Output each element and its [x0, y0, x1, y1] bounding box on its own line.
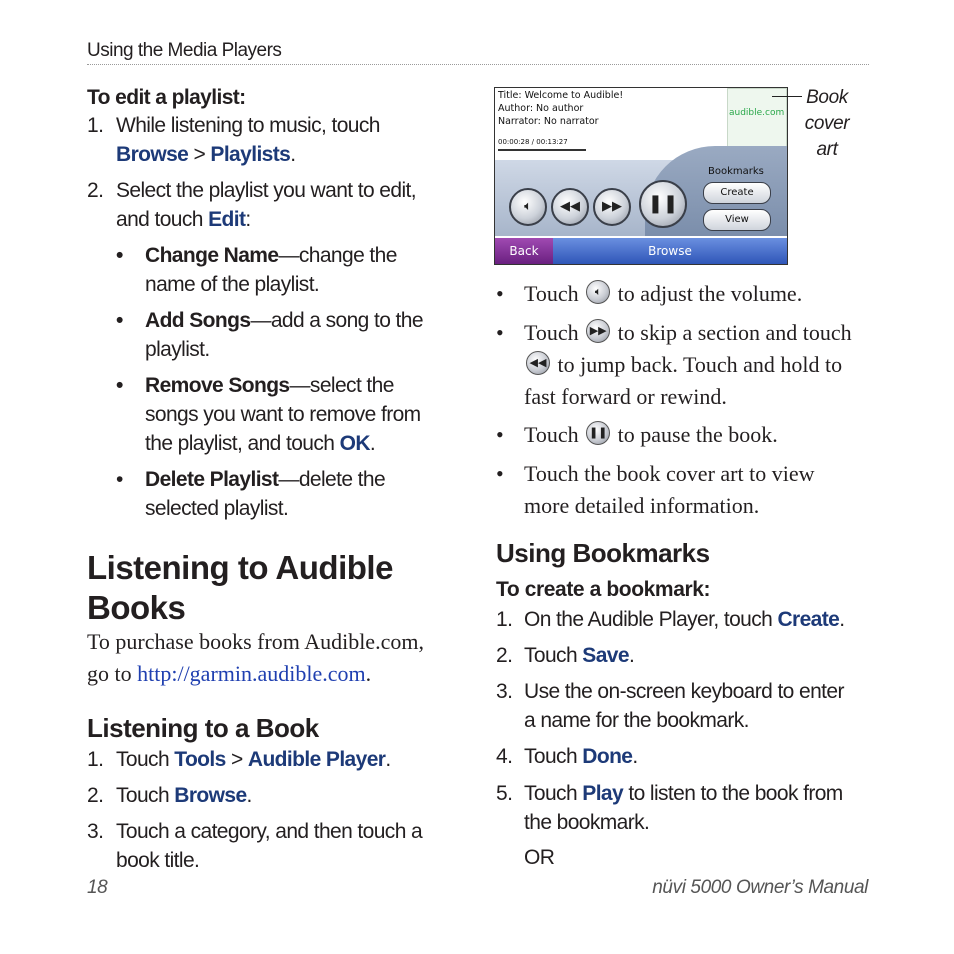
done-keyword: Done — [582, 745, 633, 768]
progress-track — [498, 149, 586, 151]
fast-forward-icon: ▶▶ — [602, 199, 622, 214]
save-keyword: Save — [582, 644, 629, 667]
step-number: 1. — [496, 608, 513, 631]
step-text: Touch — [524, 644, 583, 667]
option-text: songs you want to remove from — [145, 403, 421, 426]
rewind-button[interactable] — [551, 188, 589, 226]
step-number: 2. — [496, 644, 513, 667]
book-step-3 — [116, 817, 456, 875]
playlists-keyword: Playlists — [210, 143, 291, 166]
bookmarks-label: Bookmarks — [708, 166, 764, 177]
bullet: • — [496, 422, 504, 447]
step-text: While listening to music, touch — [116, 114, 380, 137]
play-keyword: Play — [582, 782, 624, 805]
skip-bullet — [524, 317, 864, 413]
step-text: Select the playlist you want to edit, — [116, 179, 416, 202]
listening-to-book-heading: Listening to a Book — [87, 713, 319, 743]
pause-bullet — [524, 419, 778, 451]
option-text: the playlist, and touch — [145, 432, 340, 455]
step-text: Touch — [116, 748, 175, 771]
option-text: —add a song to the — [250, 309, 423, 332]
bullet-text: to adjust the volume. — [617, 281, 803, 306]
step-text: and touch — [116, 208, 209, 231]
back-button[interactable]: Back — [495, 238, 553, 264]
step-text: Use the on-screen keyboard to enter — [524, 680, 844, 703]
cover-label: audible.com — [729, 108, 785, 118]
option-title: Delete Playlist — [145, 468, 279, 491]
bookmark-step-3 — [524, 677, 869, 735]
cover-art-bullet — [524, 458, 864, 522]
separator: > — [225, 748, 248, 771]
bullet: • — [496, 281, 504, 306]
bookmark-step-1: On the Audible Player, touch Create. — [524, 608, 845, 631]
fast-forward-button[interactable] — [593, 188, 631, 226]
audible-player-screenshot — [494, 87, 788, 265]
page-number: 18 — [87, 877, 108, 898]
create-bookmark-heading: To create a bookmark: — [496, 578, 711, 601]
rewind-icon: ◀◀ — [560, 199, 580, 214]
edit-step-2: Select the playlist you want to edit, and touch Edit: — [116, 179, 416, 231]
using-bookmarks-heading: Using Bookmarks — [496, 538, 710, 568]
bullet: • — [116, 309, 123, 332]
section-title-line: Listening to Audible — [87, 549, 393, 586]
book-step-2: Touch Browse. — [116, 784, 252, 807]
step-text: book title. — [116, 849, 200, 872]
book-step-1: Touch Tools > Audible Player. — [116, 748, 391, 771]
bullet-text: fast forward or rewind. — [524, 384, 727, 409]
bullet-text: Touch — [524, 320, 579, 345]
option-change-name — [145, 241, 445, 299]
bullet: • — [496, 320, 504, 345]
step-text: On the Audible Player, touch — [524, 608, 778, 631]
bullet-text: Touch the book cover art to view — [524, 461, 815, 486]
option-title: Change Name — [145, 244, 279, 267]
edit-step-1: While listening to music, touch Browse > Playlists. — [116, 114, 380, 166]
step-number: 1. — [87, 748, 104, 771]
speaker-icon: 🔈︎ — [524, 199, 532, 214]
audible-link[interactable]: http://garmin.audible.com — [137, 661, 366, 686]
or-text: OR — [524, 846, 555, 869]
step-number: 5. — [496, 782, 513, 805]
step-text: Touch — [524, 745, 583, 768]
device-author: Author: No author — [498, 103, 584, 114]
edit-keyword: Edit — [208, 208, 246, 231]
pause-icon: ❚❚ — [586, 421, 610, 445]
create-bookmark-button[interactable]: Create — [703, 182, 771, 204]
pause-icon: ❚❚ — [647, 193, 679, 214]
book-cover-art[interactable] — [727, 88, 787, 150]
callout-pointer — [772, 96, 802, 97]
bullet-text: to pause the book. — [617, 422, 778, 447]
step-number: 3. — [87, 820, 104, 843]
device-time: 00:00:28 / 00:13:27 — [498, 138, 568, 146]
callout-line: cover — [804, 113, 850, 134]
running-header: Using the Media Players — [87, 40, 282, 61]
bullet-text: to skip a section and touch — [617, 320, 852, 345]
tools-keyword: Tools — [174, 748, 226, 771]
option-text: —select the — [289, 374, 394, 397]
volume-icon: 🔈︎ — [586, 280, 610, 304]
step-text: Touch — [116, 784, 175, 807]
audible-player-keyword: Audible Player — [247, 748, 386, 771]
bookmark-step-5 — [524, 779, 869, 837]
paragraph-text: go to — [87, 661, 138, 686]
purchase-paragraph: To purchase books from Audible.com, go to http://garmin.audible.com. — [87, 629, 424, 686]
view-bookmarks-button[interactable]: View — [703, 209, 771, 231]
step-text: Touch — [524, 782, 583, 805]
option-text: name of the playlist. — [145, 273, 320, 296]
bullet: • — [116, 374, 123, 397]
callout-line: art — [816, 139, 838, 160]
browse-keyword: Browse — [174, 784, 247, 807]
option-remove-songs: Remove Songs—select the songs you want to remove from the playlist, and touch OK. — [145, 374, 421, 455]
paragraph-text: To purchase books from Audible.com, — [87, 629, 424, 654]
bullet-text: more detailed information. — [524, 493, 760, 518]
header-rule — [87, 64, 869, 65]
bullet-text: Touch — [524, 422, 579, 447]
bullet: • — [496, 461, 504, 486]
option-text: —delete the — [278, 468, 386, 491]
option-text: playlist. — [145, 338, 210, 361]
option-text: —change the — [278, 244, 397, 267]
create-keyword: Create — [777, 608, 840, 631]
bullet-text: Touch — [524, 281, 579, 306]
volume-bullet — [524, 278, 802, 310]
option-title: Remove Songs — [145, 374, 290, 397]
pause-button[interactable] — [639, 180, 687, 228]
bullet: • — [116, 244, 123, 267]
rewind-icon: ◀◀ — [526, 351, 550, 375]
section-title-line: Books — [87, 589, 186, 626]
manual-title: nüvi 5000 Owner’s Manual — [652, 877, 868, 898]
device-narrator: Narrator: No narrator — [498, 116, 599, 127]
edit-playlist-heading: To edit a playlist: — [87, 86, 246, 109]
separator: > — [188, 143, 211, 166]
book-cover-callout — [800, 85, 854, 163]
device-title: Title: Welcome to Audible! — [498, 90, 624, 101]
option-text: selected playlist. — [145, 497, 289, 520]
step-number: 2. — [87, 784, 104, 807]
bookmark-step-2: Touch Save. — [524, 644, 635, 667]
fast-forward-icon: ▶▶ — [586, 319, 610, 343]
step-text: to listen to the book from — [623, 782, 843, 805]
bullet: • — [116, 468, 123, 491]
step-text: Touch a category, and then touch a — [116, 820, 423, 843]
option-add-songs — [145, 306, 445, 364]
option-delete-playlist — [145, 465, 445, 523]
section-title — [87, 548, 393, 628]
step-number: 2. — [87, 179, 104, 202]
bullet-text: to jump back. Touch and hold to — [557, 352, 843, 377]
volume-button[interactable] — [509, 188, 547, 226]
browse-keyword: Browse — [116, 143, 189, 166]
bookmark-step-4: Touch Done. — [524, 745, 638, 768]
step-number: 4. — [496, 745, 513, 768]
callout-line: Book — [806, 87, 848, 108]
browse-button[interactable]: Browse — [648, 244, 692, 258]
step-text: a name for the bookmark. — [524, 709, 749, 732]
step-number: 1. — [87, 114, 104, 137]
step-text: the bookmark. — [524, 811, 650, 834]
option-title: Add Songs — [145, 309, 251, 332]
ok-keyword: OK — [339, 432, 370, 455]
step-number: 3. — [496, 680, 513, 703]
